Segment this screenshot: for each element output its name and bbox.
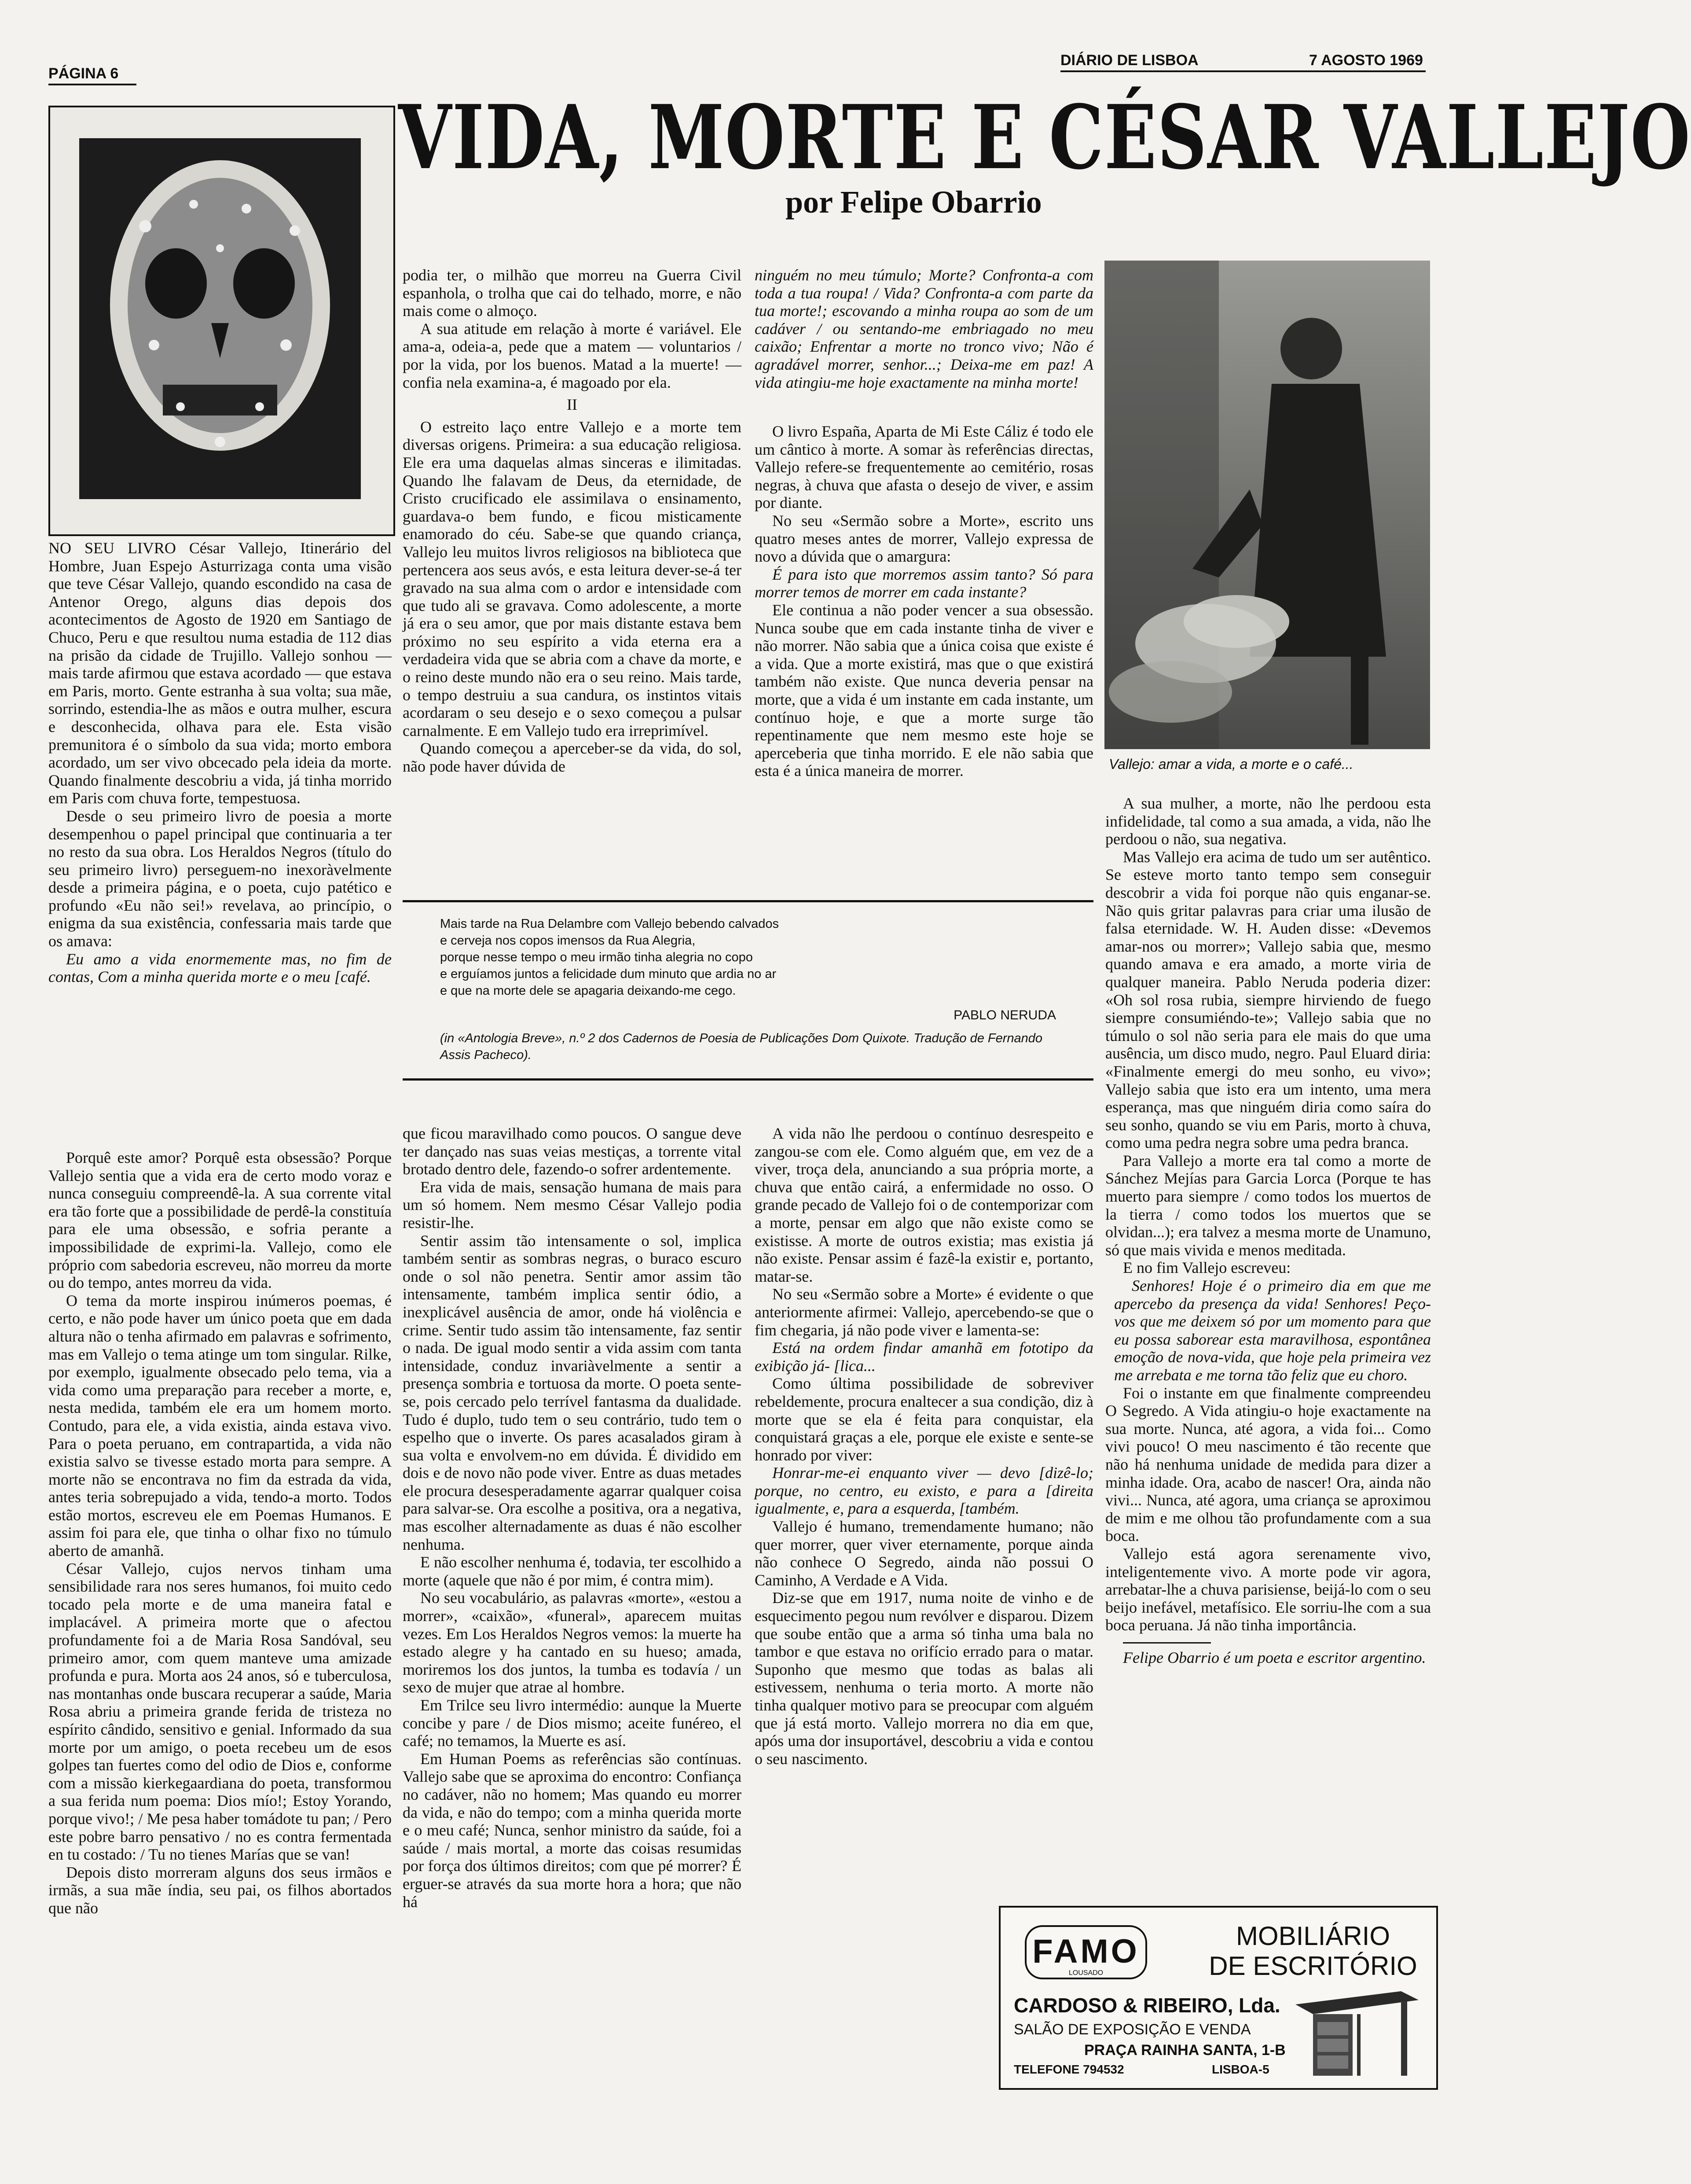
desk-illustration [1291,1987,1423,2084]
column-2-top [403,266,741,776]
bottom-column-1 [48,1149,392,1917]
col4-para-4: E no fim Vallejo escreveu: [1123,1259,1291,1277]
ad-showroom-line: SALÃO DE EXPOSIÇÃO E VENDA [1014,2021,1251,2038]
ad-address-line: PRAÇA RAINHA SANTA, 1-B [1084,2042,1286,2059]
bottom-col3-verse-2: Honrar-me-ei enquanto viver — devo [dizê-lo; porque, no centro, eu existo, e para a [direita igualmente, e, para a esquerda, [também. [755,1464,1093,1518]
vallejo-photo-image [1104,261,1430,749]
article-title: VIDA, MORTE E CÉSAR VALLEJO [398,86,1691,189]
col2-para-3: O estreito laço entre Vallejo e a morte tem diversas origens. Primeira: a sua educação religiosa. Ele era uma daquelas almas sinceras e ilimitadas. Quando lhe falavam de Deus, da eternidade, de Cristo crucificado ele assimilava o ensinamento, guardava-o bem fundo, e ficou misticamente enamorado do céu. Sabe-se que quando criança, Vallejo leu muitos livros religiosos na biblioteca que pertencera aos seus avós, e esta leitura dever-se-á ter gravado na sua alma com o ardor e intensidade com que tudo ali se gravava. Como adolescente, a morte já era o seu amor, que por mais distante estava bem próximo no seu espírito a vida eterna era a verdadeira vida que se abria com a chave da morte, e o reino deste mundo não era o seu reino. Mais tarde, o tempo destruiu a sua candura, os instintos vitais acordaram o seu desejo e o sexo começou a pulsar carnalmente. E em Vallejo tudo era irreprimível. [403,418,741,739]
bottom-col3-para-2: No seu «Sermão sobre a Morte» é evidente o que anteriormente afirmei: Vallejo, apercebendo-se que o fim chegaria, já não pode viver e lamenta-se: [755,1285,1093,1339]
famo-logo [1025,1925,1147,1979]
col2-para-1: podia ter, o milhão que morreu na Guerra Civil espanhola, o trolha que cai do telhado, morre, e não mais come o almoço. [403,266,741,320]
author-note: Felipe Obarrio é um poeta e escritor argentino. [1123,1648,1426,1666]
author-note-rule [1123,1642,1211,1644]
bottom-col1-para-1: Porquê este amor? Porquê esta obsessão? Porque Vallejo sentia que a vida era de certo modo voraz e nunca conseguiu compreendê-la. A sua corrente vital era tão forte que a possibilidade de perdê-la constituía para ele uma obsessão, e sofria perante a impossibilidade de exprimi-la. Vallejo, como ele próprio com sabedoria escreveu, não morreu da morte ou do tempo, antes morreu da vida. [48,1149,392,1292]
bottom-col2-para-5: No seu vocabulário, as palavras «morte», «estou a morrer», «caixão», «funeral», aparecem muitas vezes. Em Los Heraldos Negros vemos: la muerte ha estado alegre y ha cantado en su hueso; amada, moriremos los dos juntos, la tumba es todavía / un sexo de mujer que atrae al hombre. [403,1589,741,1696]
famo-logo-subtext: LOUSADO [1068,1969,1104,1977]
neruda-quote [440,916,1056,1063]
col1-verse: Eu amo a vida enormemente mas, no fim de contas, Com a minha querida morte e o meu [café. [48,950,392,986]
bottom-col2-para-3: Sentir assim tão intensamente o sol, implica também sentir as sombras negras, o buraco escuro onde o sol não penetra. Sentir amor assim tão intensamente, também implica sentir ódio, a inexplicável ausência de amor, onde há violência e crime. Sentir tudo assim tão intensamente, faz sentir o nada. De igual modo sentir a vida assim com tanta intensidade, conduz invariàvelmente a sentir a presença sombria e tortuosa da morte. O poeta sente-se, pois cercado pelo terrível fantasma da dualidade. Tudo é duplo, tudo tem o seu contrário, tudo tem o espelho que o inverte. Os pares acasalados giram à sua volta e envolvem-no em dúvida. É dividido em dois e de novo não pode viver. Entre as duas metades ele procura desesperadamente agarrar qualquer coisa para salvar-se. Ora escolhe a positiva, ora a negativa, mas escolher alternadamente as duas é não escolher nenhuma. [403,1232,741,1553]
col4-para-5: Foi o instante em que finalmente compreendeu O Segredo. A Vida atingiu-o hoje exactamente na sua morte. Nunca, até agora, a vida foi... Como vivi pouco! O meu nascimento é tão recente que não há nenhuma unidade de medida para dizer a minha idade. Ora, acabo de nascer! Ora, ainda não vivi... Nunca, até agora, uma criança se aproximou de mim e me olhou tão profundamente com a sua boca. [1105,1384,1431,1545]
page-number: PÁGINA 6 [48,65,119,82]
col4-verse: Senhores! Hoje é o primeiro dia em que me apercebo da presença da vida! Senhores! Peço-vos que me deixem só por um momento para que eu possa saborear esta maravilhosa, espontânea emoção de nova-vida, que hoje pela primeira vez me arrebata e me torna tão feliz que eu choro. [1114,1277,1431,1384]
column-1-top [48,539,392,986]
col3-verse: É para isto que morremos assim tanto? Só para morrer temos de morrer em cada instante? [755,565,1093,601]
famo-logo-text: FAMO [1032,1933,1140,1970]
artwork-frame [48,106,395,536]
col3-para-2: O livro España, Aparta de Mi Este Cáliz é todo ele um cântico à morte. A somar às referências directas, Vallejo refere-se frequentemente ao cemitério, rosas negras, à chuva que afasta o desejo de viver, e assim por diante. [755,423,1093,512]
ad-phone: TELEFONE 794532 [1014,2063,1124,2076]
ad-city: LISBOA-5 [1212,2063,1269,2076]
col1-para-2: Desde o seu primeiro livro de poesia a morte desempenhou o papel principal que continuaria a ter no resto da sua obra. Los Heraldos Negros (título do seu primeiro livro) perseguem-no inexoràvelmente desde a primeira página, e o poeta, cujo patético e profundo «Eu não sei!» revelava, ao princípio, o enigma da sua existência, confessaria mais tarde que os amava: [48,807,392,950]
vallejo-photo [1104,261,1430,749]
photo-caption: Vallejo: amar a vida, a morte e o café... [1109,756,1354,772]
bottom-col3-para-3: Como última possibilidade de sobreviver rebeldemente, procura enaltecer a sua condição, diz à morte que se ela é feita para conquistar, ela conquistará graças a ele, porque ele existe e sente-se honrado por viver: [755,1375,1093,1464]
article-byline: por Felipe Obarrio [785,184,1042,220]
newspaper-name: DIÁRIO DE LISBOA [1060,52,1199,69]
ad-heading-line-2: DE ESCRITÓRIO [1209,1951,1417,1981]
bottom-col1-para-2: O tema da morte inspirou inúmeros poemas, é certo, e não pode haver um único poeta que em dada altura não o tenha afirmado em palavras e sofrimento, mas em Vallejo o tema atinge um tom singular. Rilke, por exemplo, igualmente obsecado pelo tema, via a vida como uma preparação para receber a morte, e, nesta medida, também ele era um homem morto. Contudo, para ele, a vida existia, ainda estava vivo. Para o poeta peruano, em contrapartida, a vida não existia salvo se tivesse estado morta para sempre. A morte não se encontrava no fim da estrada da vida, antes teria sobrepujado a vida, tendo-a morto. Todos estão mortos, escreveu ele em Poemas Humanos. E assim foi para ele, que tinha o olhar fixo no túmulo aberto de amanhã. [48,1291,392,1560]
column-4 [1105,794,1431,1667]
bottom-col2-para-2: Era vida de mais, sensação humana de mais para um só homem. Nem mesmo César Vallejo podia resistir-lhe. [403,1178,741,1232]
col2-para-2: A sua atitude em relação à morte é variável. Ele ama-a, odeia-a, pede que a matem — voluntarios / por la vida, por los buenos. Matad a la muerte! — confia nela examina-a, é magoado por ela. [403,320,741,391]
col4-para-2: Mas Vallejo era acima de tudo um ser autêntico. Se esteve morto tanto tempo sem conseguir descobrir a vida foi porque não quis enganar-se. Não quis gritar palavras para criar uma ilusão de falsa eternidade. W. H. Auden disse: «Devemos amar-nos ou morrer»; Vallejo sabia que, mesmo quando amava e era amado, a morte viria de qualquer maneira. Pablo Neruda poderia dizer: «Oh sol rosa rubia, siempre hirviendo de fuego siempre consumiéndo-te»; Vallejo sabia que no túmulo o sol não seria para ele mais do que uma ausência, um disco mudo, negro. Paul Eluard diria: «Finalmente emergi do meu sonho, eu vivo»; Vallejo sabia que isto era um intento, uma mera esperança, mas que ninguém diria como saíra do seu sonho, quando se viu em Paris, morto à chuva, como uma pedra negra sobre uma pedra branca. [1105,848,1431,1152]
neruda-line-4: e erguíamos juntos a felicidade dum minuto que ardia no ar [440,967,777,981]
furniture-advertisement[interactable] [999,1906,1438,2090]
col4-para-6: Vallejo está agora serenamente vivo, inteligentemente vivo. A morte pode vir agora, arrebatar-lhe a chuva parisiense, beijá-lo com o seu beijo inefável, metafísico. Ele sorriu-lhe com a sua boca peruana. Já não tinha importância. [1105,1544,1431,1634]
neruda-line-3: porque nesse tempo o meu irmão tinha alegria no copo [440,950,753,964]
skull-artwork-image [79,138,361,499]
neruda-source: (in «Antologia Breve», n.º 2 dos Cadernos de Poesia de Publicações Dom Quixote. Tradução de Fernando Assis Pacheco). [440,1031,1043,1062]
col4-para-3: Para Vallejo a morte era tal como a morte de Sánchez Mejías para Garcia Lorca (Porque te has muerto para siempre / como todos los muertos de la tierra / como todos los muertos que se olvidan...); era talvez a mesma morte de Unamuno, só que mais vivida e menos meditada. [1105,1151,1431,1259]
neruda-author: PABLO NERUDA [954,1008,1056,1022]
bottom-column-3 [755,1125,1093,1768]
col3-para-1: ninguém no meu túmulo; Morte? Confronta-a com toda a tua roupa! / Vida? Confronta-a com parte da tua morte!; escovando a minha roupa ao som de um cadáver / ou sentando-me embriagado no meu caixão; Enfrentar a morte no tronco vivo; Não é agradável morrer, senhor...; Deixa-me em paz! A vida atingiu-me hoje exactamente na minha morte! [755,266,1093,391]
bottom-col2-para-6: Em Trilce seu livro intermédio: aunque la Muerte concibe y pare / de Dios mismo; aceite funéreo, el café; no temamos, la Muerte es así. [403,1696,741,1750]
bottom-col3-para-5: Diz-se que em 1917, numa noite de vinho e de esquecimento pegou num revólver e disparou. Dizem que soube então que a arma só tinha uma bala no tambor e que estava no orifício errado para o matar. Suponho que mesmo que todas as balas ali estivessem, nenhuma o teria morto. A morte não tinha qualquer motivo para se preocupar com alguém que já está morto. Vallejo morrera no dia em que, após uma dor insuportável, descobriu a vida e contou o seu nascimento. [755,1589,1093,1768]
bottom-col3-verse-1: Está na ordem findar amanhã em fototipo da exibição já- [lica... [755,1339,1093,1375]
column-3-continued [755,423,1093,780]
col4-para-1: A sua mulher, a morte, não lhe perdoou esta infidelidade, tal como a sua amada, a vida, não lhe perdoou o não, sua negativa. [1105,794,1431,848]
page-number-underline [48,84,136,85]
bottom-col1-para-3: César Vallejo, cujos nervos tinham uma sensibilidade rara nos seres humanos, foi muito cedo tocado pela morte e de uma maneira fatal e implacável. A primeira morte que o afectou profundamente foi a de Maria Rosa Sandóval, seu primeiro amor, com quem manteve uma amizade profunda e pura. Morta aos 24 anos, só e tuberculosa, nas montanhas onde buscara recuperar a saúde, Maria Rosa abriu a primeira grande ferida de tristeza no espírito cândido, sensitivo e genial. Informado da sua morte por um amigo, o poeta recebeu um de esos golpes tan fuertes como del odio de Dios e, conforme com a missão kierkegaardiana do poeta, transformou a sua ferida num poema: Dios mío!; Estoy Yorando, porque vivo!; / Me pesa haber tomádote tu pan; / Pero este pobre barro pensativo / no es contra fermentada en tu costado: / Tu no tienes Marías que se van! [48,1559,392,1864]
neruda-line-2: e cerveja nos copos imensos da Rua Alegria, [440,934,696,948]
bottom-col2-para-4: E não escolher nenhuma é, todavia, ter escolhido a morte (aquele que não é por mim, é contra mim). [403,1553,741,1589]
col2-para-4: Quando começou a aperceber-se da vida, do sol, não pode haver dúvida de [403,739,741,776]
neruda-box-bottom-rule [403,1078,1093,1081]
bottom-column-2 [403,1125,741,1911]
neruda-box-top-rule [403,900,1093,902]
ad-heading-line-1: MOBILIÁRIO [1236,1921,1390,1951]
bottom-col3-para-1: A vida não lhe perdoou o contínuo desrespeito e zangou-se com ele. Como alguém que, em vez de a viver, troça dela, anunciando a sua própria morte, a chuva que então cairá, a enfermidade no osso. O grande pecado de Vallejo foi o de contemporizar com a morte, pensar em algo que não existe como se existisse. A morte de outros existia; mas existia já não existe. Pensar assim é fazê-la existir e, portanto, matar-se. [755,1125,1093,1285]
section-numeral: II [567,396,577,414]
bottom-col2-para-7: Em Human Poems as referências são contínuas. Vallejo sabe que se aproxima do encontro: Confiança no cadáver, não no homem; Mas quando eu morrer da vida, e não do tempo; com a minha querida morte e o meu café; Nunca, senhor ministro da saúde, foi a saúde / mais mortal, a morte das coisas resumidas por força dos últimos direitos; com que pé morrer? É erguer-se através da sua morte hora a hora; que não há [403,1750,741,1911]
header-rule [1060,70,1426,72]
bottom-col1-para-4: Depois disto morreram alguns dos seus irmãos e irmãs, a sua mãe índia, seu pai, os filhos abortados que não [48,1863,392,1917]
col3-para-3: No seu «Sermão sobre a Morte», escrito uns quatro meses antes de morrer, Vallejo expressa de novo a dúvida que o amargura: [755,511,1093,566]
issue-date: 7 AGOSTO 1969 [1309,52,1423,69]
bottom-col2-para-1: que ficou maravilhado como poucos. O sangue deve ter dançado nas suas veias mestiças, a torrente vital brotado dentro dele, fazendo-o sofrer ardentemente. [403,1125,741,1178]
col3-para-4: Ele continua a não poder vencer a sua obsessão. Nunca soube que em cada instante tinha de viver e não morrer. Não sabia que a única coisa que existe é a vida. Que a morte existirá, mas que o que existirá também não existe. Que nunca deveria pensar na morte, que a vida é um instante em cada instante, um contínuo hoje, e que a morte surge tão repentinamente que nem mesmo este hoje se aperceberia que tinha morrido. E ele não sabia que esta é a única maneira de morrer. [755,601,1093,780]
bottom-col3-para-4: Vallejo é humano, tremendamente humano; não quer morrer, quer viver eternamente, porque ainda não conhece O Segredo, ainda não possui O Caminho, A Verdade e A Vida. [755,1518,1093,1589]
col1-para-1: NO SEU LIVRO César Vallejo, Itinerário del Hombre, Juan Espejo Asturrizaga conta uma visão que teve César Vallejo, quando escondido na casa de Antenor Orego, alguns dias depois dos acontecimentos de Agosto de 1920 em Santiago de Chuco, Peru e que resultou numa estadia de 112 dias na prisão da cidade de Trujillo. Vallejo sonhou — mais tarde afirmou que estava acordado — que estava em Paris, morto. Gente estranha à sua volta; sua mãe, sorrindo, estendia-lhe as mãos e outra mulher, escura e desconhecida, olhava para ele. Esta visão premunitora é o símbolo da sua vida; morto embora acordado, um ser vivo obcecado pela ideia da morte. Quando finalmente descobriu a vida, já tinha morrido em Paris com chuva forte, tempestuosa. [48,539,392,807]
column-3-top [755,266,1093,391]
neruda-line-5: e que na morte dele se apagaria deixando-me cego. [440,984,736,998]
neruda-line-1: Mais tarde na Rua Delambre com Vallejo bebendo calvados [440,917,779,931]
ad-company-name: CARDOSO & RIBEIRO, Lda. [1014,1994,1280,2017]
